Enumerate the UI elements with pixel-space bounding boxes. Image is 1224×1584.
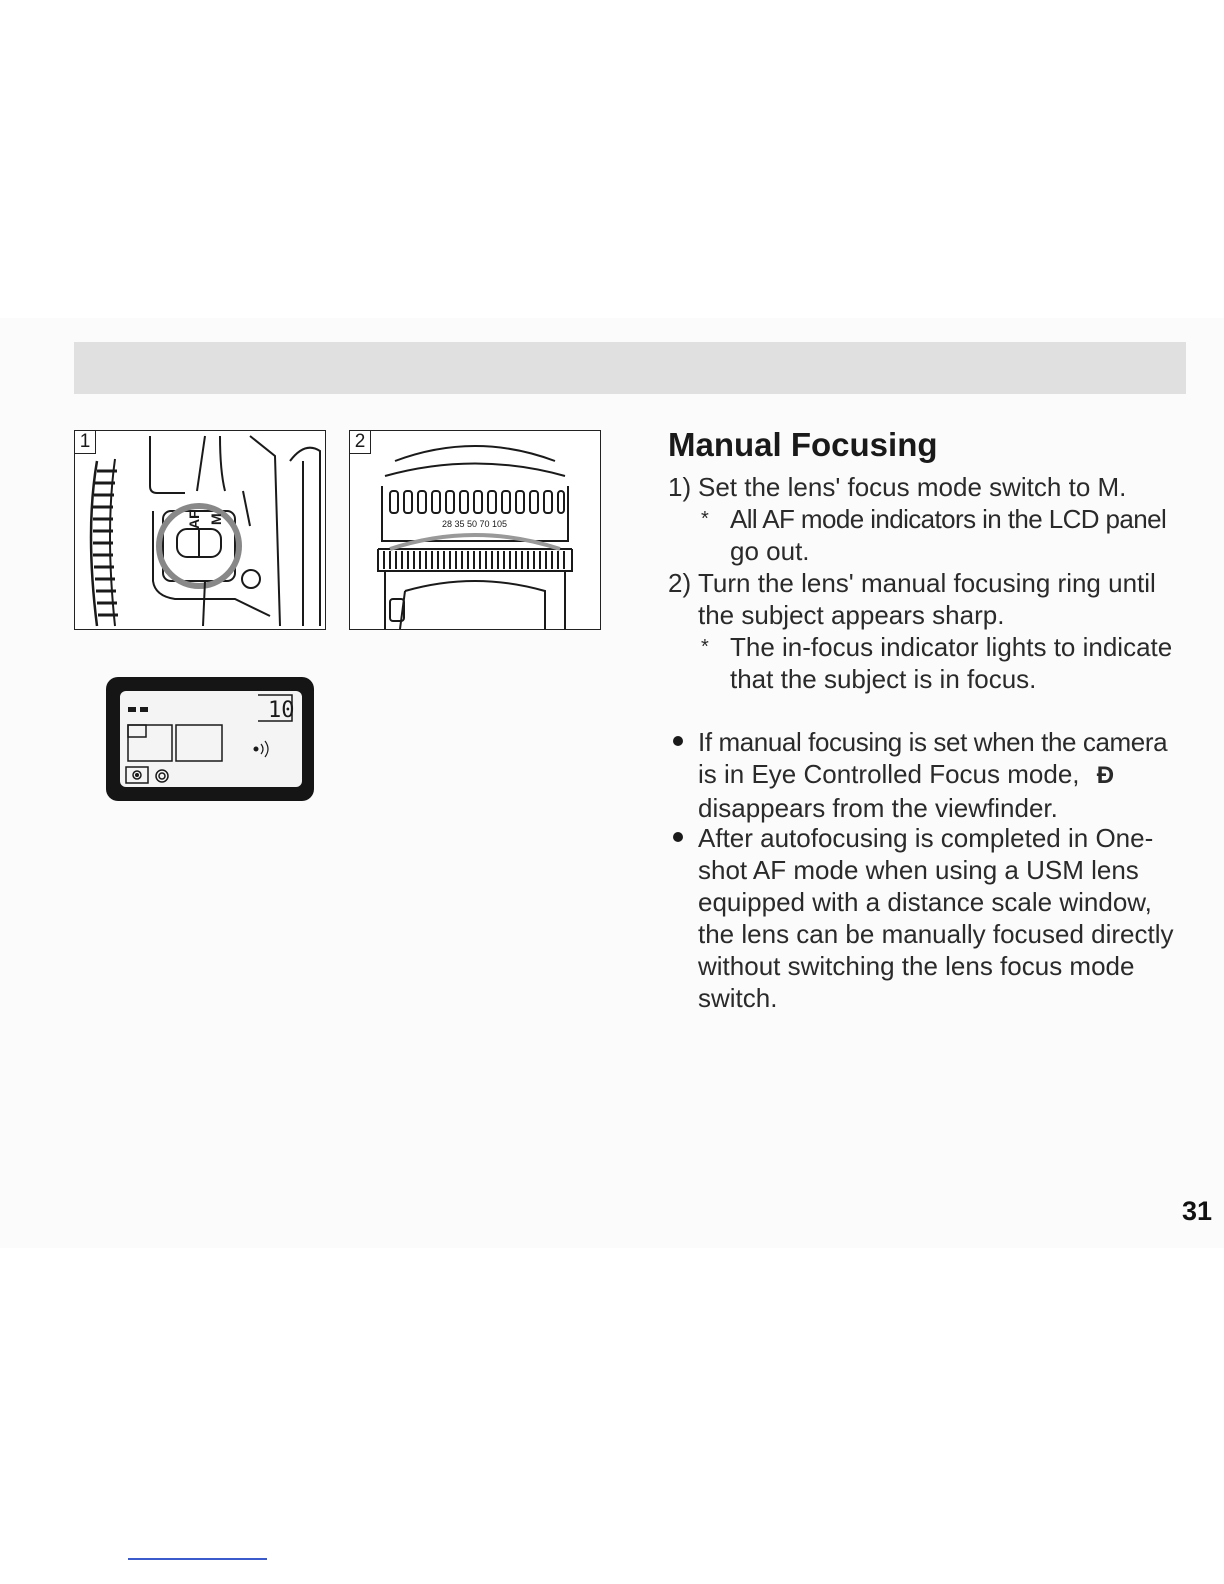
bullet-2-line-2: shot AF mode when using a USM lens xyxy=(698,855,1139,885)
step-1-line-1: Set the lens' focus mode switch to M. xyxy=(698,472,1127,502)
lcd-panel-icon xyxy=(120,691,302,787)
beeper-icon xyxy=(254,747,259,752)
lcd-readout: 10 xyxy=(268,698,295,723)
lens-distance-scale: 28 35 50 70 105 xyxy=(442,519,508,529)
bullet-1-line-2-wrap xyxy=(698,758,1188,792)
switch-label-m: M xyxy=(208,513,224,525)
step-2-note-marker: * xyxy=(701,636,709,658)
step-2-line-2: the subject appears sharp. xyxy=(698,600,1005,630)
step-2-note-line-1: The in-focus indicator lights to indicate xyxy=(730,632,1173,662)
bullet-2-line-1: After autofocusing is completed in One- xyxy=(698,823,1154,853)
step-1-note-line-1: All AF mode indicators in the LCD panel xyxy=(730,504,1167,534)
page-title: Manual Focusing xyxy=(668,426,938,463)
step-1-note-marker: * xyxy=(701,508,709,530)
bullet-2-dot xyxy=(673,832,683,842)
figure-1-number: 1 xyxy=(75,431,96,454)
bullet-2-text xyxy=(698,822,1188,1014)
bullet-1-line-2: is in Eye Controlled Focus mode, xyxy=(698,759,1080,789)
step-1-text xyxy=(698,471,1188,503)
footer-rule xyxy=(128,1558,267,1560)
step-2-number: 2) xyxy=(668,568,692,598)
focus-mode-switch-illustration xyxy=(75,431,325,629)
step-2-note-line-2: that the subject is in focus. xyxy=(730,664,1037,694)
bullet-1-text xyxy=(698,726,1188,824)
lens-illustration xyxy=(350,431,600,629)
step-2-text xyxy=(698,567,1188,631)
figure-2-number: 2 xyxy=(350,431,371,454)
figure-2 xyxy=(349,430,601,630)
lcd-display xyxy=(120,691,302,787)
eye-control-symbol-icon: Ð xyxy=(1096,762,1115,789)
figure-1 xyxy=(74,430,326,630)
step-2-note xyxy=(730,631,1188,695)
switch-label-af: AF xyxy=(186,510,202,529)
bullet-1-line-1: If manual focusing is set when the camera xyxy=(698,727,1168,757)
bullet-2-line-5: without switching the lens focus mode xyxy=(698,951,1135,981)
metering-icon xyxy=(135,773,139,777)
page-number: 31 xyxy=(1182,1196,1213,1226)
bullet-2-line-3: equipped with a distance scale window, xyxy=(698,887,1152,917)
bullet-2-line-4: the lens can be manually focused directly xyxy=(698,919,1174,949)
header-band xyxy=(74,342,1186,394)
bullet-1-dot xyxy=(673,736,683,746)
lcd-panel xyxy=(106,677,314,801)
bullet-2-line-6: switch. xyxy=(698,983,778,1013)
step-1-note xyxy=(730,503,1188,567)
step-1-note-line-2: go out. xyxy=(730,536,810,566)
step-2-line-1: Turn the lens' manual focusing ring until xyxy=(698,568,1156,598)
step-1-number: 1) xyxy=(668,472,692,502)
bullet-1-line-3: disappears from the viewfinder. xyxy=(698,793,1058,823)
